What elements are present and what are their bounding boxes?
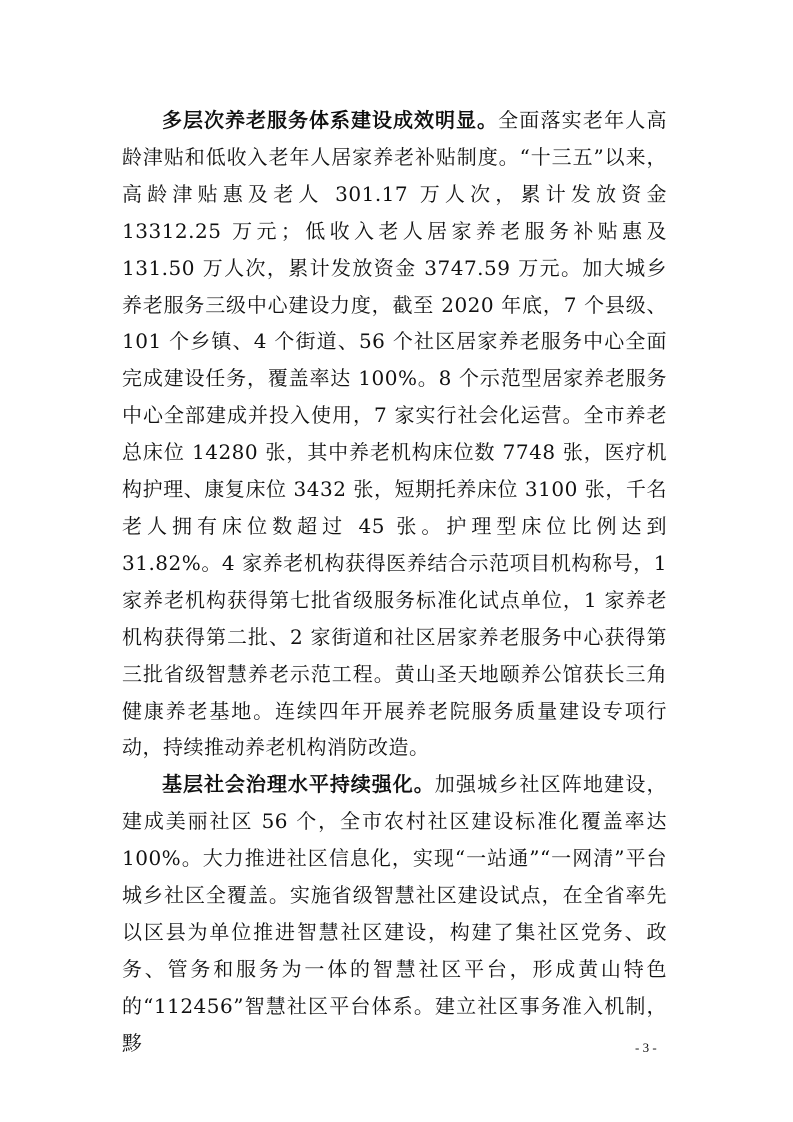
paragraph-elderly-care <box>122 102 667 766</box>
paragraph-community-governance <box>122 766 667 1061</box>
paragraph-text: 全面落实老年人高龄津贴和低收入老年人居家养老补贴制度。“十三五”以来，高龄津贴惠及老人 301.17 万人次，累计发放资金 13312.25 万元；低收入老人居家养老服务补贴惠及 131.50 万人次，累计发放资金 3747.59 万元。加大城乡养老服务三级中心建设力度，截至 2020 年底，7 个县级、101 个乡镇、4 个街道、56 个社区居家养老服务中心全面完成建设任务，覆盖率达 100%。8 个示范型居家养老服务中心全部建成并投入使用，7 家实行社会化运营。全市养老总床位 14280 张，其中养老机构床位数 7748 张，医疗机构护理、康复床位 3432 张，短期托养床位 3100 张，千名老人拥有床位数超过 45 张。护理型床位比例达到 31.82%。4 家养老机构获得医养结合示范项目机构称号，1 家养老机构获得第七批省级服务标准化试点单位，1 家养老机构获得第二批、2 家街道和社区居家养老服务中心获得第三批省级智慧养老示范工程。黄山圣天地颐养公馆获长三角健康养老基地。连续四年开展养老院服务质量建设专项行动，持续推动养老机构消防改造。 <box>122 108 667 760</box>
paragraph-text: 加强城乡社区阵地建设，建成美丽社区 56 个，全市农村社区建设标准化覆盖率达 100%。大力推进社区信息化，实现“一站通”“一网清”平台城乡社区全覆盖。实施省级智慧社区建设试点，在全省率先以区县为单位推进智慧社区建设，构建了集社区党务、政务、管务和服务为一体的智慧社区平台，形成黄山特色的“112456”智慧社区平台体系。建立社区事务准入机制，黟 <box>122 772 667 1055</box>
document-body <box>122 102 667 1062</box>
paragraph-heading: 基层社会治理水平持续强化。 <box>162 772 435 797</box>
page-number: - 3 - <box>635 1040 657 1055</box>
paragraph-heading: 多层次养老服务体系建设成效明显。 <box>162 108 499 132</box>
